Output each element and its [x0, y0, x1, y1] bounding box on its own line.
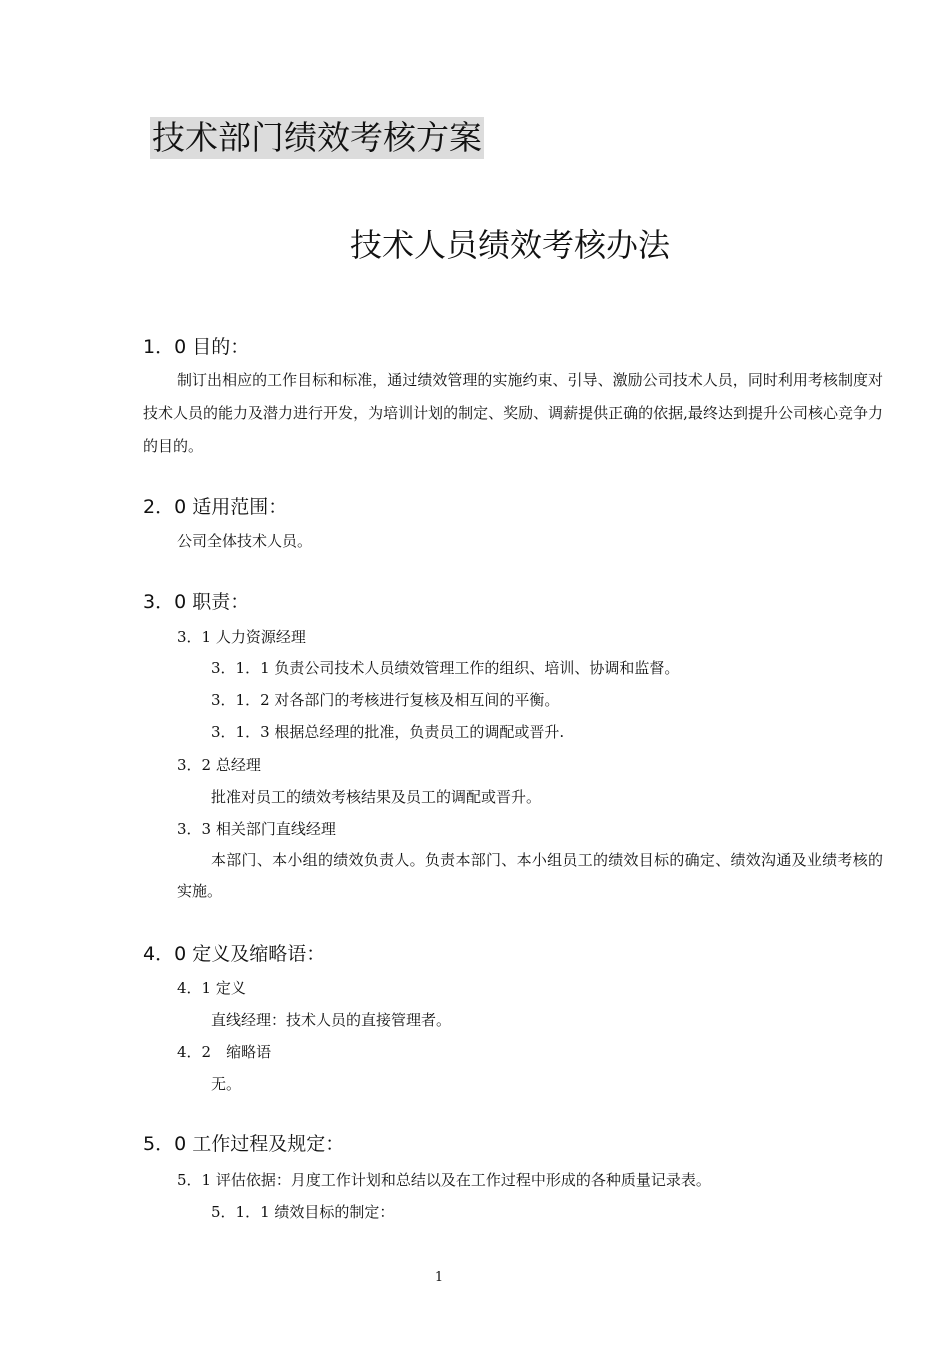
- page-number: 1: [434, 1270, 444, 1285]
- section-3-2-text: 批准对员工的绩效考核结果及员工的调配或晋升。: [211, 788, 542, 806]
- section-2-text: 公司全体技术人员。: [177, 532, 313, 550]
- section-5-heading: 5．0 工作过程及规定：: [143, 1133, 345, 1155]
- document-sub-title: 技术人员绩效考核办法: [349, 226, 670, 264]
- section-3-3-text: 本部门、本小组的绩效负责人。负责本部门、本小组员工的绩效目标的确定、绩效沟通及业绩考核的实施。: [177, 851, 883, 900]
- document-main-title: 技术部门绩效考核方案: [152, 118, 482, 157]
- section-3-1-3-text: 3．1．3 根据总经理的批准，负责员工的调配或晋升.: [211, 723, 565, 741]
- section-3-2-heading: 3．2 总经理: [177, 756, 261, 774]
- section-1-heading: 1．0 目的：: [143, 336, 250, 358]
- section-4-2-heading: 4．2 缩略语: [177, 1043, 272, 1061]
- section-4-2-text: 无。: [211, 1075, 242, 1093]
- section-3-3-heading: 3．3 相关部门直线经理: [177, 820, 336, 838]
- section-3-heading: 3．0 职责：: [143, 591, 250, 613]
- section-3-1-heading: 3．1 人力资源经理: [177, 628, 306, 646]
- section-5-1-text: 5．1 评估依据：月度工作计划和总结以及在工作过程中形成的各种质量记录表。: [177, 1171, 711, 1189]
- section-1-paragraph: 制订出相应的工作目标和标准，通过绩效管理的实施约束、引导、激励公司技术人员，同时利用考核制度对技术人员的能力及潜力进行开发，为培训计划的制定、奖励、调薪提供正确的依据,最终达到提升公司核心竞争力的目的。: [143, 371, 883, 455]
- section-4-1-text: 直线经理：技术人员的直接管理者。: [211, 1011, 452, 1029]
- section-3-1-1-text: 3．1．1 负责公司技术人员绩效管理工作的组织、培训、协调和监督。: [211, 659, 680, 677]
- section-4-heading: 4．0 定义及缩略语：: [143, 943, 326, 965]
- section-5-1-1-text: 5．1．1 绩效目标的制定：: [211, 1203, 395, 1221]
- section-3-1-2-text: 3．1．2 对各部门的考核进行复核及相互间的平衡。: [211, 691, 560, 709]
- section-2-heading: 2．0 适用范围：: [143, 496, 288, 518]
- section-4-1-heading: 4．1 定义: [177, 979, 246, 997]
